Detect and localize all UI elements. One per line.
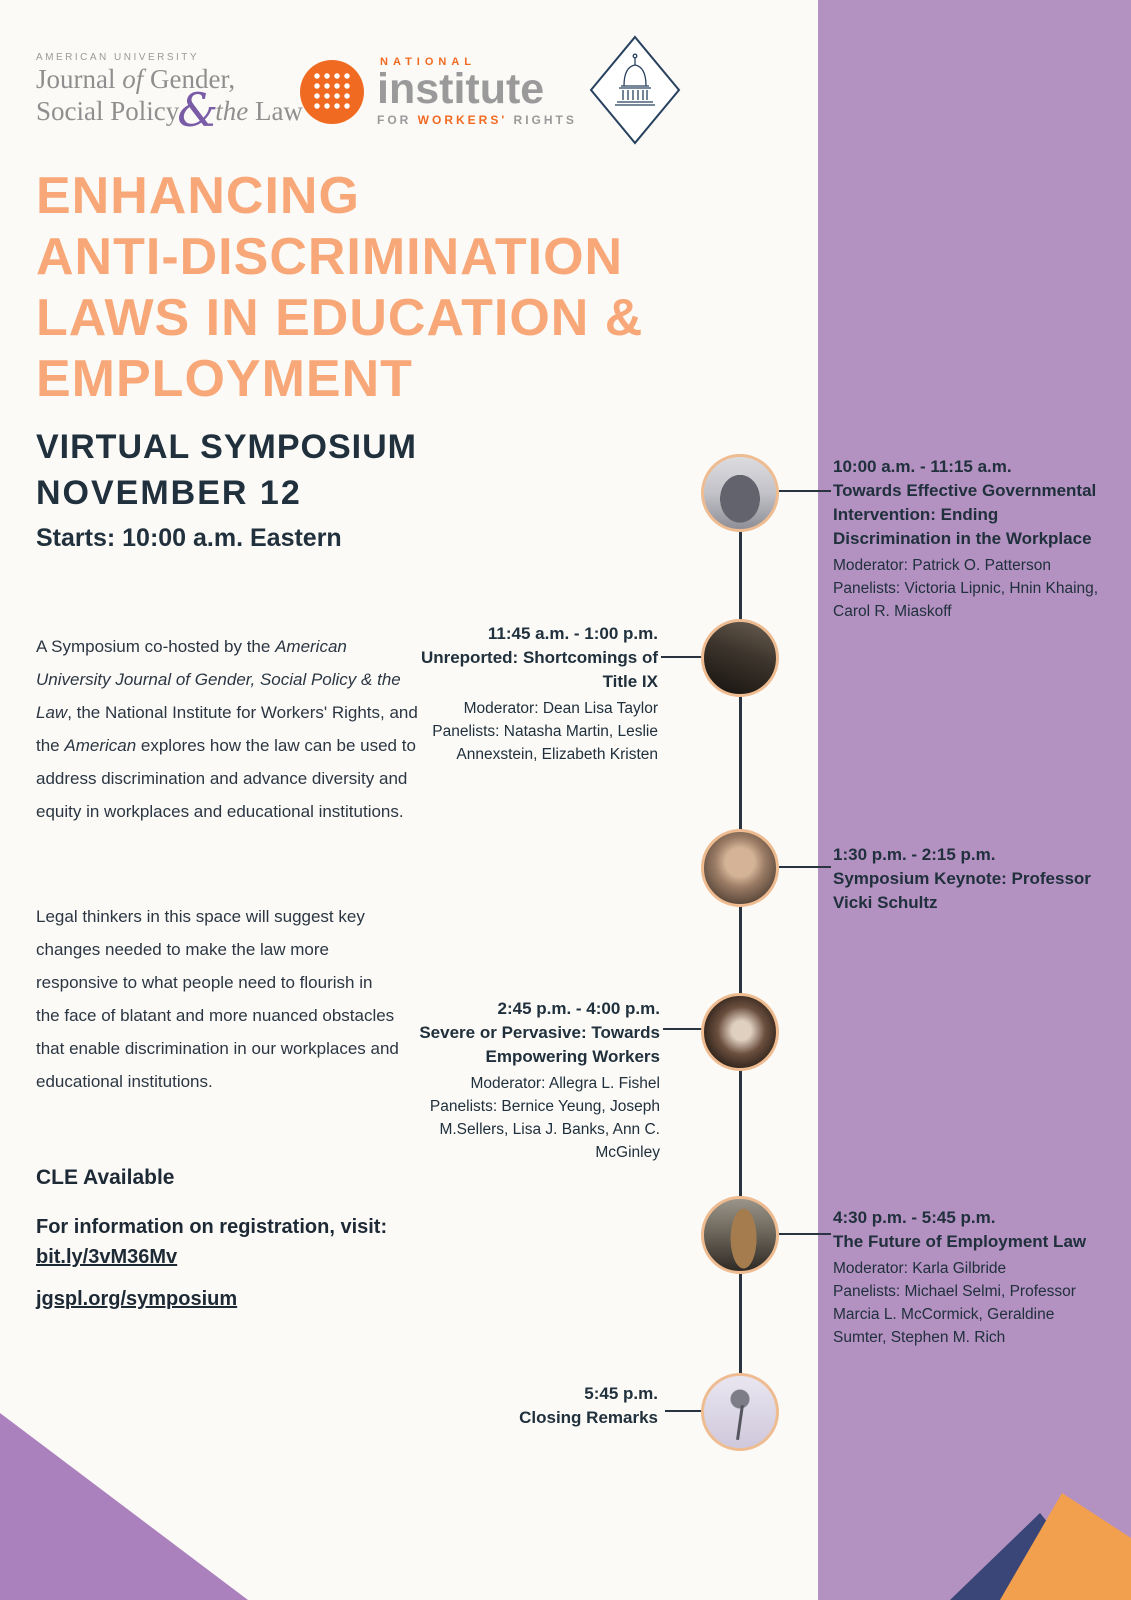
journal-logo [36,52,303,138]
capitol-dome-photo [701,454,779,532]
stacked-hands-photo [701,993,779,1071]
session-3 [833,843,1111,915]
institute-dots-icon [300,60,364,124]
session-title: Towards Effective Governmental Intervention: Ending Discrimination in the Workplace [833,481,1097,548]
timeline-connector-3 [779,866,831,868]
session-time: 2:45 p.m. - 4:00 p.m. [497,999,660,1018]
session-panelists: Panelists: Victoria Lipnic, Hnin Khaing, Carol R. Miaskoff [833,580,1099,620]
timeline-connector-1 [779,490,831,492]
institute-logo [300,56,577,127]
session-moderator: Moderator: Patrick O. Patterson [833,557,1051,574]
institute-logo-tagline [377,113,577,127]
session-title: Closing Remarks [519,1408,658,1427]
poster-title [36,166,643,410]
ampersand-icon: & [177,83,219,138]
session-panelists: Panelists: Natasha Martin, Leslie Annexstein, Elizabeth Kristen [432,723,658,763]
event-format: VIRTUAL SYMPOSIUM [36,428,417,466]
symposium-link-row [36,1288,237,1311]
session-moderator: Moderator: Karla Gilbride [833,1260,1007,1277]
session-panelists: Panelists: Bernice Yeung, Joseph M.Sellers, Lisa J. Banks, Ann C. McGinley [429,1098,660,1161]
capitol-building-icon [588,34,682,146]
session-panelists: Panelists: Michael Selmi, Professor Marcia L. McCormick, Geraldine Sumter, Stephen M. Rich [833,1283,1076,1346]
journal-logo-gender: Gender, [143,64,236,94]
session-title: Unreported: Shortcomings of Title IX [420,648,658,691]
title-line-2: ANTI-DISCRIMINATION [36,228,624,286]
institute-logo-rights: RIGHTS [507,113,577,127]
timeline-connector-2 [661,656,703,658]
title-line-4: EMPLOYMENT [36,350,413,408]
session-moderator: Moderator: Allegra L. Fishel [470,1075,660,1092]
timeline-connector-5 [779,1233,831,1235]
symposium-link[interactable]: jgspl.org/symposium [36,1288,238,1310]
session-time: 11:45 a.m. - 1:00 p.m. [487,624,658,643]
registration-text: For information on registration, visit: [36,1216,388,1238]
session-time: 4:30 p.m. - 5:45 p.m. [833,1208,996,1227]
session-time: 5:45 p.m. [584,1384,658,1403]
corner-polygons-icon [930,1468,1131,1600]
journal-logo-of: of [122,64,144,94]
session-time: 1:30 p.m. - 2:15 p.m. [833,845,996,864]
timeline-connector-6 [665,1410,703,1412]
session-title: Severe or Pervasive: Towards Empowering Workers [419,1023,660,1066]
event-date: NOVEMBER 12 [36,474,302,512]
title-line-1: ENHANCING [36,167,360,225]
title-line-3: LAWS IN EDUCATION & [36,289,644,347]
timeline-connector-4 [663,1028,703,1030]
intro-paragraph-1: A Symposium co-hosted by the American University Journal of Gender, Social Policy & the Law, the National Institute for Workers' Rights, and the American explores how the law can be used to address discrimination and advance diversity and equity in workplaces and educational institutions. [36,637,418,821]
journal-logo-line3 [36,83,303,138]
session-4 [408,997,660,1164]
registration-info [36,1212,400,1272]
session-title: Symposium Keynote: Professor Vicki Schultz [833,869,1091,912]
session-title: The Future of Employment Law [833,1232,1087,1251]
session-6 [450,1382,658,1430]
journal-logo-university: AMERICAN UNIVERSITY [36,52,200,63]
registration-link[interactable]: bit.ly/3vM36Mv [36,1246,178,1268]
journal-logo-the: the [215,96,249,127]
journal-logo-line2 [36,63,303,95]
session-2 [400,622,658,766]
session-1 [833,455,1111,623]
classroom-desks-photo [701,619,779,697]
journal-logo-social-policy: Social Policy [36,96,180,127]
session-5 [833,1206,1111,1349]
journal-logo-law: Law [248,96,303,127]
institute-logo-national: NATIONAL [380,56,477,68]
institute-logo-text [377,56,577,127]
institute-logo-for: FOR [377,113,418,127]
institute-logo-workers: WORKERS' [417,113,508,127]
right-purple-band [818,0,1131,1600]
institute-logo-institute: institute [377,65,545,113]
justice-statue-photo [701,1196,779,1274]
session-moderator: Moderator: Dean Lisa Taylor [463,700,658,717]
capitol-seal-logo [588,34,682,151]
microphone-photo [701,1373,779,1451]
journal-logo-journal: Journal [36,64,123,94]
session-time: 10:00 a.m. - 11:15 a.m. [833,457,1012,476]
event-start-time: Starts: 10:00 a.m. Eastern [36,524,342,552]
cle-available-note: CLE Available [36,1166,175,1189]
bottom-right-shapes [930,1468,1131,1600]
intro-paragraph-2: Legal thinkers in this space will suggest key changes needed to make the law more responsive to what people need to flourish in the face of blatant and more nuanced obstacles that enable discrimination in our workplaces and educational institutions. [36,907,399,1091]
keynote-speaker-portrait-photo [701,829,779,907]
bottom-left-triangle [0,1413,248,1600]
